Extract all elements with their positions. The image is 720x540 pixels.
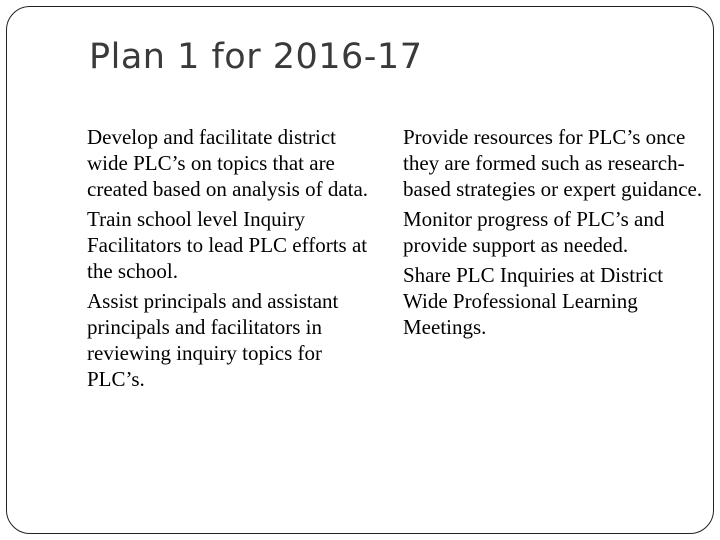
right-column bbox=[403, 124, 703, 344]
left-bullet-2: Train school level Inquiry Facilitators to lead PLC efforts at the school. bbox=[87, 207, 368, 283]
slide-frame bbox=[6, 6, 714, 534]
slide-title: Plan 1 for 2016-17 bbox=[89, 37, 423, 77]
right-bullet-1: Provide resources for PLC’s once they are formed such as research-based strategies or expert guidance. bbox=[403, 125, 703, 201]
right-bullet-3: Share PLC Inquiries at District Wide Professional Learning Meetings. bbox=[403, 263, 664, 339]
right-bullet-2: Monitor progress of PLC’s and provide support as needed. bbox=[403, 207, 665, 257]
left-bullet-1: Develop and facilitate district wide PLC’s on topics that are created based on analysis of data. bbox=[87, 125, 369, 201]
left-column bbox=[87, 124, 382, 396]
left-bullet-3: Assist principals and assistant principals and facilitators in reviewing inquiry topics for PLC’s. bbox=[87, 289, 339, 391]
